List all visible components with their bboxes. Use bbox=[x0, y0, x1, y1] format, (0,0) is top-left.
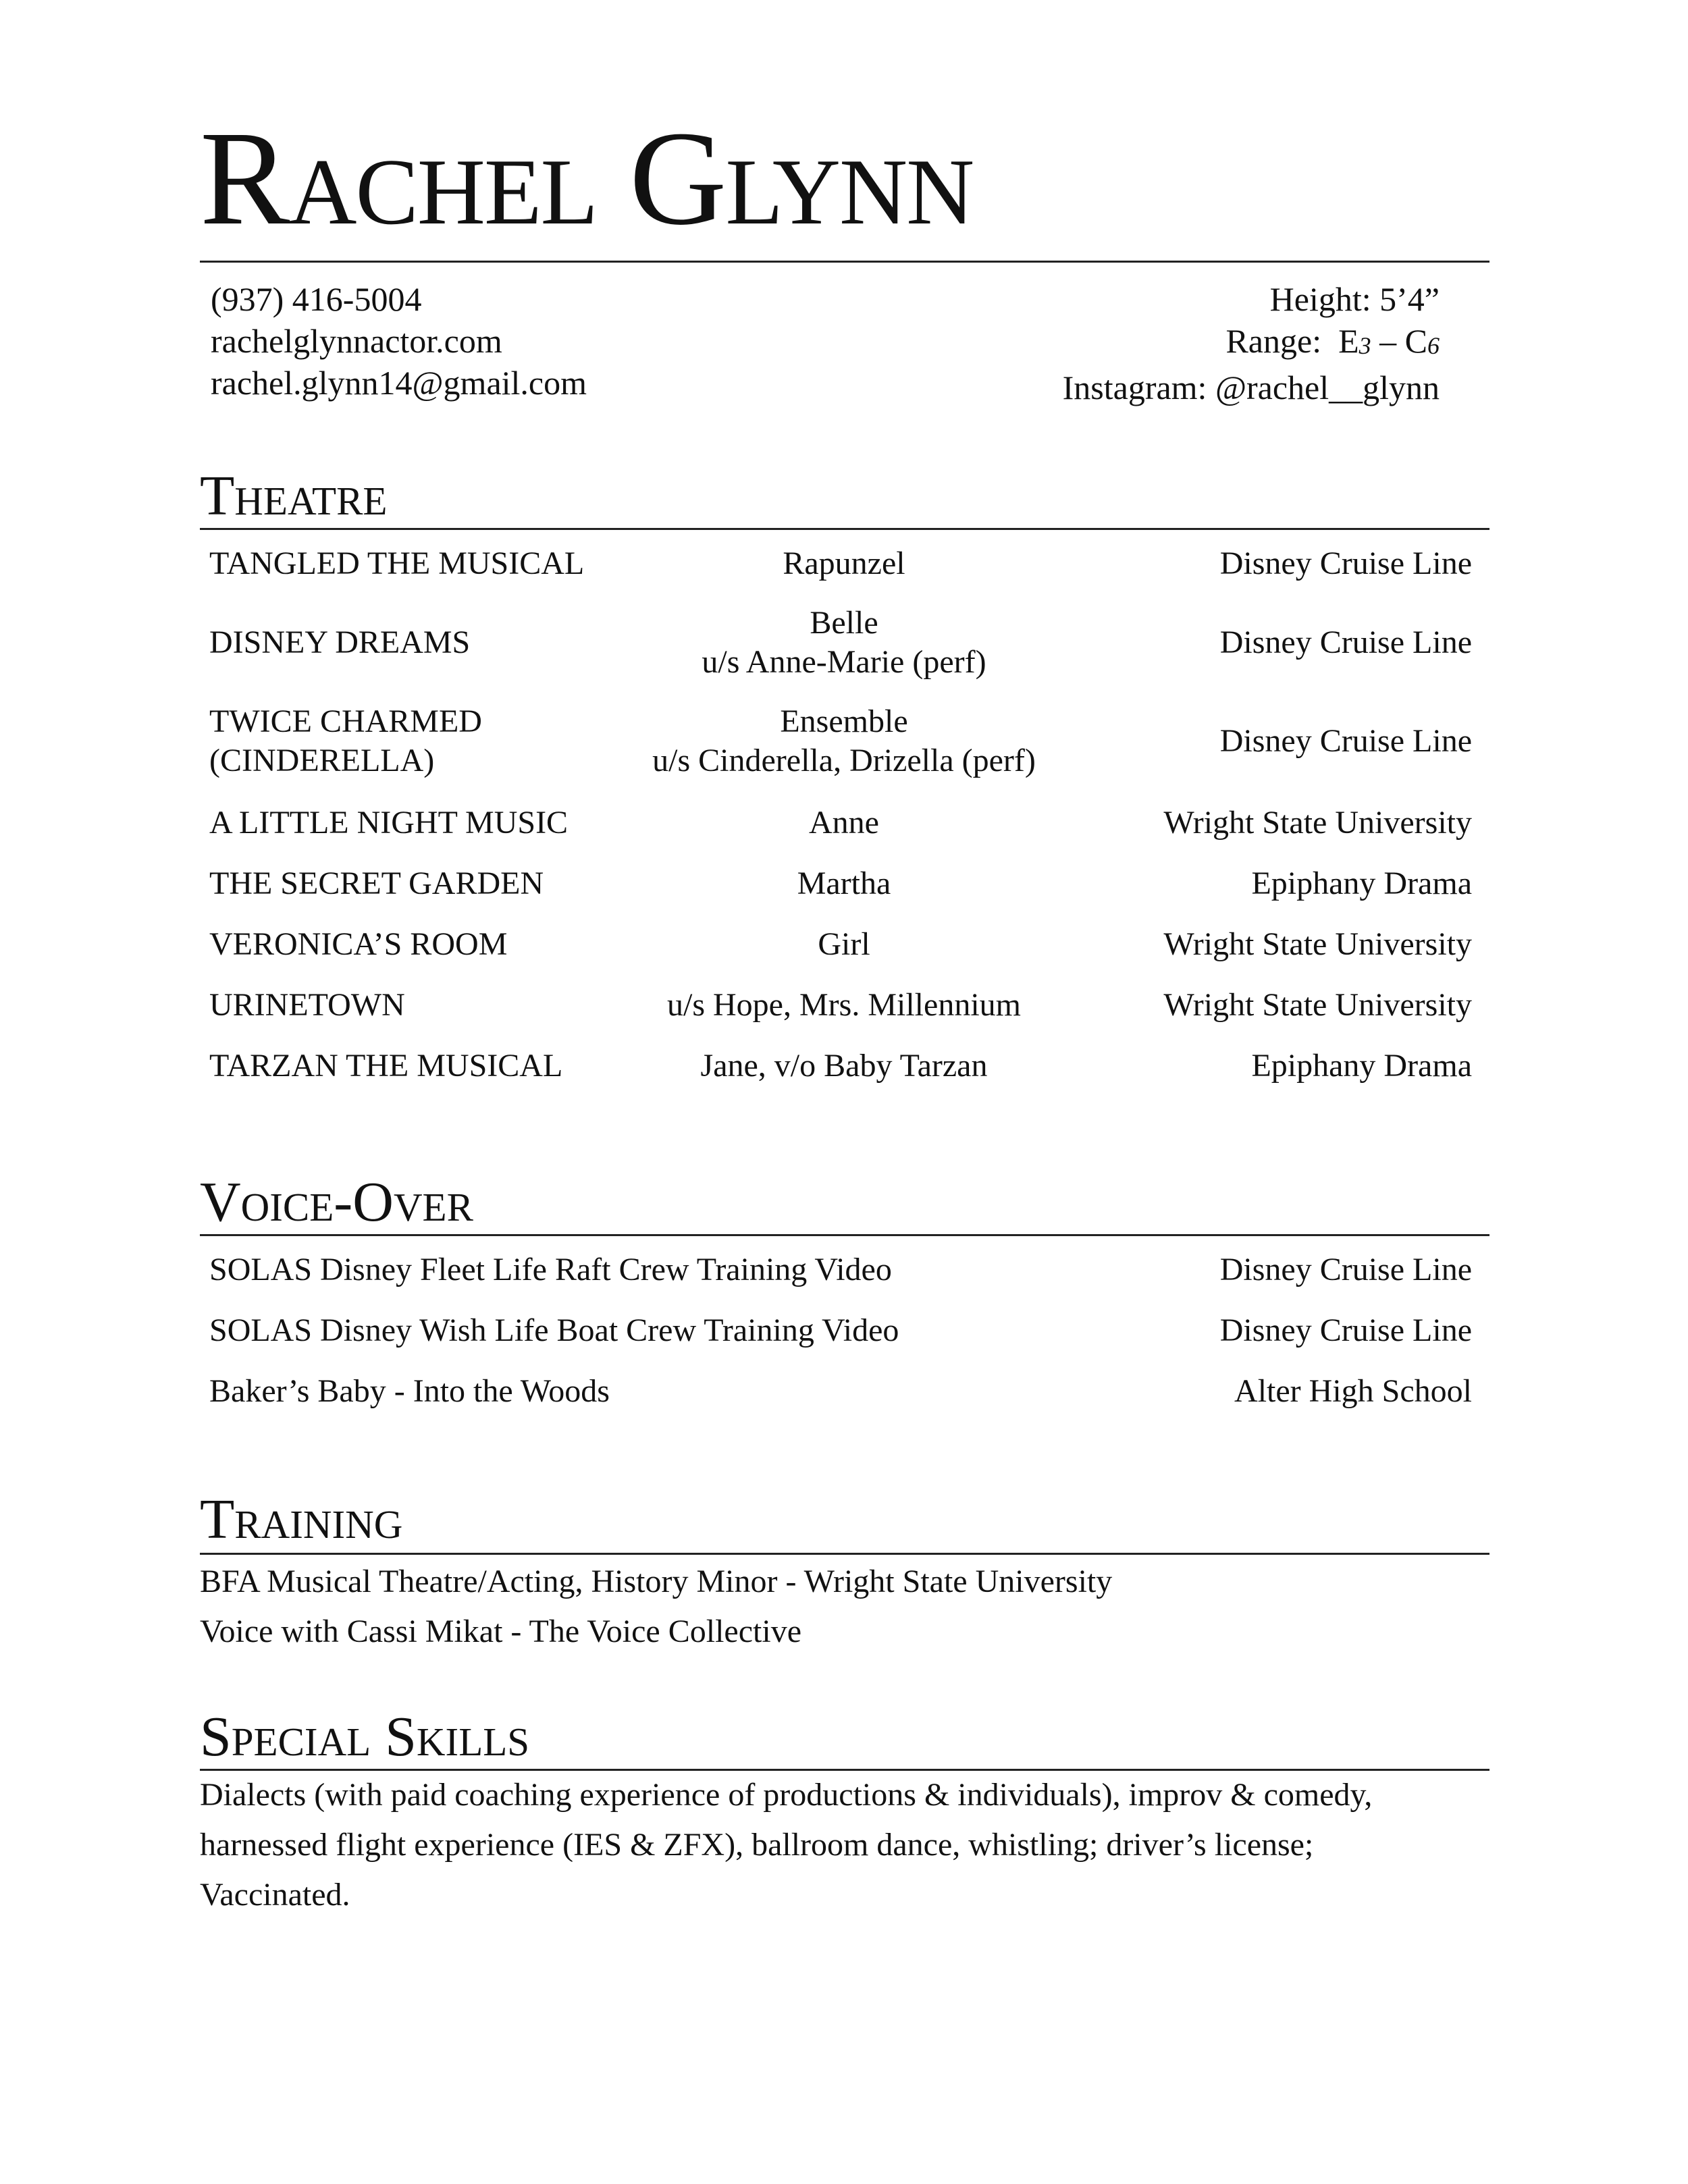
training-item: Voice with Cassi Mikat - The Voice Collective bbox=[200, 1614, 801, 1649]
section-title-theatre: Theatre bbox=[200, 464, 388, 527]
show-title: TARZAN THE MUSICAL bbox=[209, 1048, 563, 1084]
company: Wright State University bbox=[1163, 926, 1472, 962]
company: Disney Cruise Line bbox=[1219, 723, 1472, 759]
contact-block-left bbox=[211, 278, 587, 404]
voice-over-title: SOLAS Disney Wish Life Boat Crew Training Video bbox=[209, 1312, 899, 1348]
candidate-name: Rachel Glynn bbox=[200, 104, 974, 253]
role: Jane, v/o Baby Tarzan bbox=[700, 1048, 988, 1084]
section-title-voice-over: Voice-Over bbox=[200, 1171, 473, 1233]
vocal-range bbox=[1063, 320, 1440, 367]
theatre-row bbox=[209, 986, 1472, 1040]
role: Martha bbox=[797, 865, 891, 901]
role-block bbox=[601, 604, 1087, 682]
range-low-note: E bbox=[1338, 322, 1359, 360]
role-understudy: u/s Anne-Marie (perf) bbox=[702, 644, 986, 680]
training-item: BFA Musical Theatre/Acting, History Minor - Wright State University bbox=[200, 1564, 1113, 1599]
theatre-row bbox=[209, 544, 1472, 598]
range-dash: – bbox=[1379, 322, 1397, 360]
show-title: TWICE CHARMED bbox=[209, 703, 482, 739]
theatre-row bbox=[209, 803, 1472, 857]
role: Anne bbox=[809, 805, 879, 841]
skills-line: Dialects (with paid coaching experience of productions & individuals), improv & comedy, bbox=[200, 1777, 1373, 1813]
theatre-row bbox=[209, 604, 1472, 682]
theatre-row bbox=[209, 864, 1472, 918]
height-info: Height: 5’4” bbox=[1269, 280, 1440, 318]
theatre-divider bbox=[200, 528, 1489, 530]
company: Alter High School bbox=[1234, 1373, 1472, 1409]
voice-over-title: SOLAS Disney Fleet Life Raft Crew Training Video bbox=[209, 1252, 892, 1287]
role: Belle bbox=[810, 605, 878, 641]
show-title: THE SECRET GARDEN bbox=[209, 865, 544, 901]
show-title: TANGLED THE MUSICAL bbox=[209, 545, 585, 581]
company: Wright State University bbox=[1163, 805, 1472, 841]
company: Disney Cruise Line bbox=[1219, 624, 1472, 660]
skills-line: Vaccinated. bbox=[200, 1877, 350, 1913]
header-divider bbox=[200, 261, 1489, 263]
voice-over-divider bbox=[200, 1234, 1489, 1236]
voice-over-title: Baker’s Baby - Into the Woods bbox=[209, 1373, 610, 1409]
company: Disney Cruise Line bbox=[1219, 1252, 1472, 1287]
section-title-special-skills: Special Skills bbox=[200, 1705, 530, 1768]
show-subtitle: (CINDERELLA) bbox=[209, 743, 435, 778]
show-title: A LITTLE NIGHT MUSIC bbox=[209, 805, 569, 841]
range-high-octave: 6 bbox=[1427, 332, 1440, 359]
show-title: URINETOWN bbox=[209, 987, 405, 1023]
section-title-training: Training bbox=[200, 1488, 403, 1551]
range-label: Range: bbox=[1225, 322, 1322, 360]
company: Disney Cruise Line bbox=[1219, 545, 1472, 581]
email-link[interactable]: rachel.glynn14@gmail.com bbox=[211, 364, 587, 402]
training-list bbox=[200, 1557, 1112, 1657]
company: Epiphany Drama bbox=[1251, 865, 1472, 901]
range-high-note: C bbox=[1404, 322, 1427, 360]
range-low-octave: 3 bbox=[1359, 332, 1371, 359]
role: Ensemble bbox=[780, 703, 908, 739]
role: Rapunzel bbox=[783, 545, 905, 581]
training-divider bbox=[200, 1553, 1489, 1555]
show-title: DISNEY DREAMS bbox=[209, 624, 471, 660]
contact-block-right bbox=[1063, 278, 1440, 408]
phone-number: (937) 416-5004 bbox=[211, 280, 422, 318]
skills-line: harnessed flight experience (IES & ZFX), ballroom dance, whistling; driver’s license; bbox=[200, 1827, 1314, 1863]
company: Wright State University bbox=[1163, 987, 1472, 1023]
role: Girl bbox=[818, 926, 870, 962]
website-link[interactable]: rachelglynnactor.com bbox=[211, 322, 502, 360]
company: Disney Cruise Line bbox=[1219, 1312, 1472, 1348]
theatre-row bbox=[209, 925, 1472, 979]
company: Epiphany Drama bbox=[1251, 1048, 1472, 1084]
role: u/s Hope, Mrs. Millennium bbox=[667, 987, 1021, 1023]
role-understudy: u/s Cinderella, Drizella (perf) bbox=[652, 743, 1036, 778]
instagram-handle[interactable]: Instagram: @rachel__glynn bbox=[1062, 369, 1440, 406]
theatre-row bbox=[209, 1046, 1472, 1100]
theatre-row bbox=[209, 702, 1472, 780]
role-block bbox=[601, 702, 1087, 780]
special-skills-text bbox=[200, 1770, 1372, 1920]
show-title-block bbox=[209, 702, 668, 780]
show-title: VERONICA’S ROOM bbox=[209, 926, 508, 962]
